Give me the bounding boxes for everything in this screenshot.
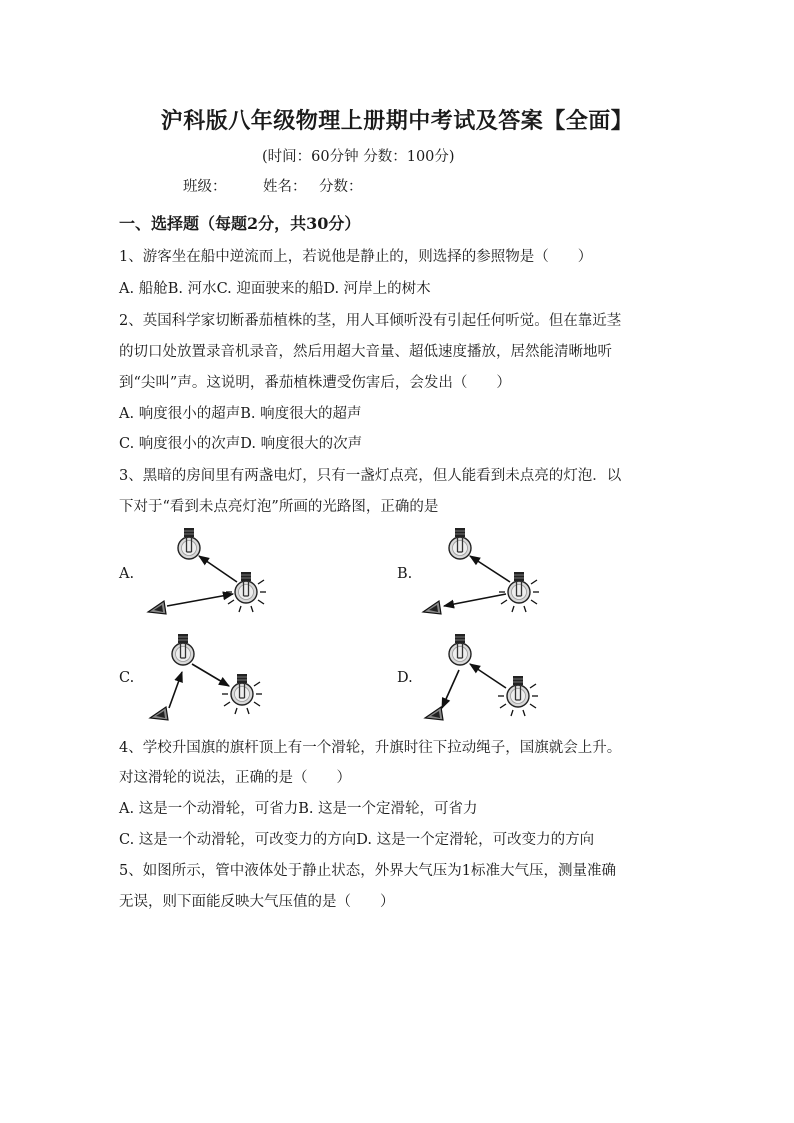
q3-stem-line2: 下对于“看到未点亮灯泡”所画的光路图，正确的是 xyxy=(119,499,439,515)
q3-option-c-label: C. xyxy=(119,670,135,686)
name-label: 姓名： xyxy=(263,179,307,195)
unlit-bulb-icon xyxy=(178,528,200,559)
unlit-bulb-icon xyxy=(449,634,471,665)
q1-stem: 1、游客坐在船中逆流而上，若说他是静止的，则选择的参照物是（ ） xyxy=(119,249,593,265)
q3-figure-c xyxy=(145,630,275,730)
q2-options-line1: A. 响度很小的超声B. 响度很大的超声 xyxy=(119,406,362,422)
lit-bulb-icon xyxy=(507,676,529,707)
q3-option-a-label: A. xyxy=(119,566,135,582)
eye-icon xyxy=(425,707,443,720)
eye-icon xyxy=(423,601,441,614)
q3-option-b-label: B. xyxy=(397,566,413,582)
eye-icon xyxy=(148,601,166,614)
section-heading: 一、选择题（每题2分，共30分） xyxy=(119,214,361,233)
exam-subtitle: (时间：60分钟 分数：100分) xyxy=(262,149,455,165)
lit-bulb-icon xyxy=(235,572,257,603)
score-label: 分数： xyxy=(319,179,363,195)
q3-figure-b xyxy=(418,522,548,622)
q4-stem-line2: 对这滑轮的说法，正确的是（ ） xyxy=(119,770,351,786)
lit-bulb-icon xyxy=(231,674,253,705)
q4-options-line2: C. 这是一个动滑轮，可改变力的方向D. 这是一个定滑轮，可改变力的方向 xyxy=(119,832,595,848)
q4-stem-line1: 4、学校升国旗的旗杆顶上有一个滑轮，升旗时往下拉动绳子，国旗就会上升。 xyxy=(119,740,622,756)
q2-stem-line2: 的切口处放置录音机录音，然后用超大音量、超低速度播放，居然能清晰地听 xyxy=(119,344,612,360)
lit-bulb-icon xyxy=(508,572,530,603)
q5-stem-line1: 5、如图所示，管中液体处于静止状态，外界大气压为1标准大气压，测量准确 xyxy=(119,863,616,879)
q4-options-line1: A. 这是一个动滑轮，可省力B. 这是一个定滑轮，可省力 xyxy=(119,801,478,817)
q2-options-line2: C. 响度很小的次声D. 响度很大的次声 xyxy=(119,436,363,452)
document-title: 沪科版八年级物理上册期中考试及答案【全面】 xyxy=(160,108,634,134)
q2-stem-line3: 到“尖叫”声。这说明，番茄植株遭受伤害后，会发出（ ） xyxy=(119,375,511,391)
unlit-bulb-icon xyxy=(172,634,194,665)
q3-figure-d xyxy=(418,630,548,730)
q3-stem-line1: 3、黑暗的房间里有两盏电灯，只有一盏灯点亮，但人能看到未点亮的灯泡．以 xyxy=(119,468,622,484)
q3-option-d-label: D. xyxy=(397,670,413,686)
class-label: 班级： xyxy=(183,179,227,195)
unlit-bulb-icon xyxy=(449,528,471,559)
eye-icon xyxy=(150,707,168,720)
q2-stem-line1: 2、英国科学家切断番茄植株的茎，用人耳倾听没有引起任何听觉。但在靠近茎 xyxy=(119,313,622,329)
q1-options: A. 船舱B. 河水C. 迎面驶来的船D. 河岸上的树木 xyxy=(119,281,431,297)
q3-figure-a xyxy=(145,522,275,622)
q5-stem-line2: 无误，则下面能反映大气压值的是（ ） xyxy=(119,894,395,910)
